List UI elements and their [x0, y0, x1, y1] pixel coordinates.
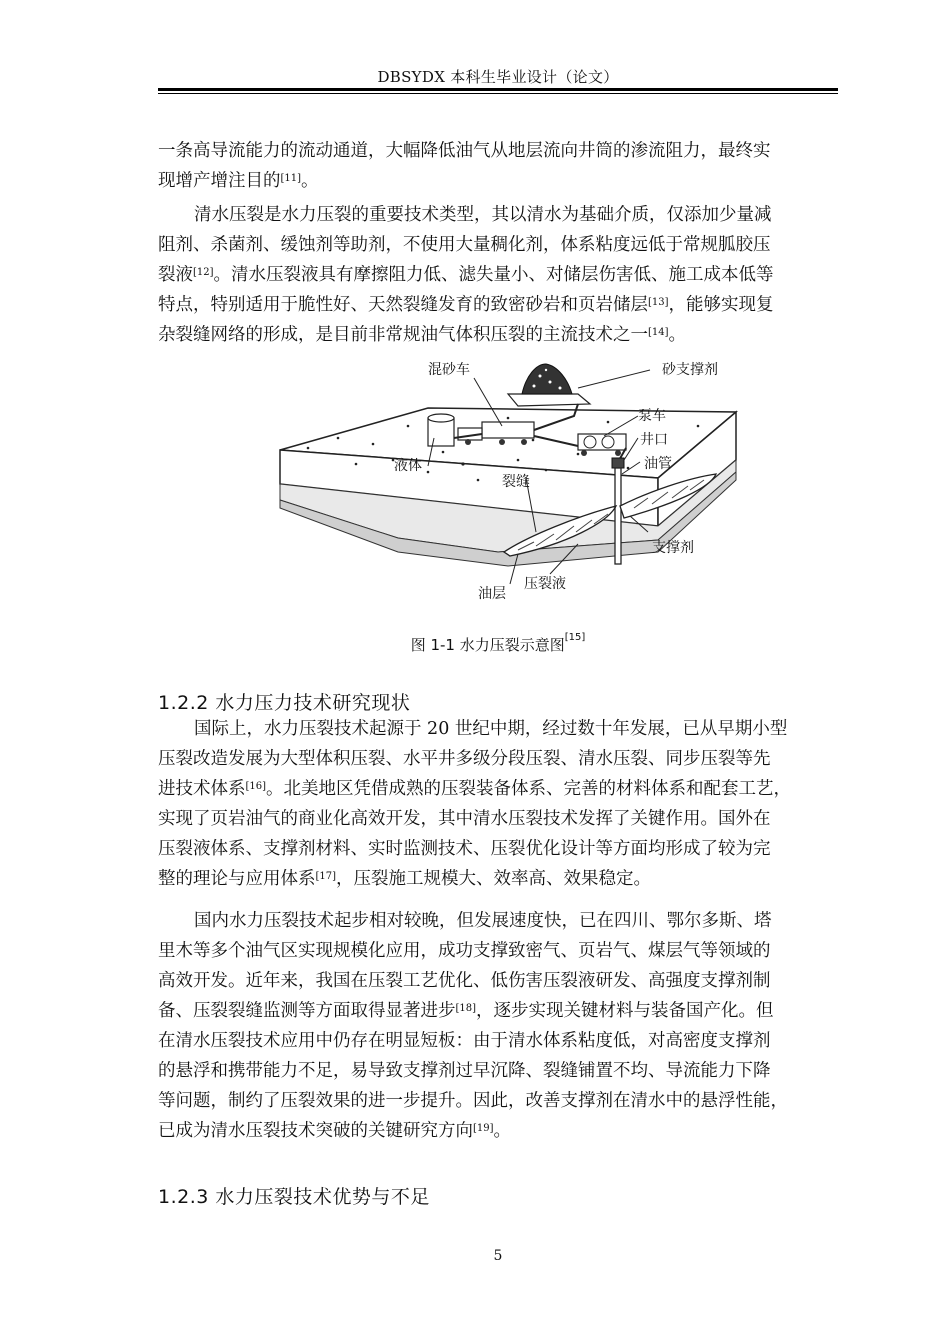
text-run: 。北美地区凭借成熟的压裂装备体系、完善的材料体系和配套工艺，	[266, 779, 792, 799]
text-run: 杂裂缝网络的形成，是目前非常规油气体积压裂的主流技术之一	[158, 325, 648, 345]
text-run: ，逐步实现关键材料与装备国产化。但	[476, 1001, 774, 1021]
text-line: 高效开发。近年来，我国在压裂工艺优化、低伤害压裂液研发、高强度支撑剂制	[158, 971, 771, 991]
text-run: 特点，特别适用于脆性好、天然裂缝发育的致密砂岩和页岩储层	[158, 295, 648, 315]
proppant-pile-icon	[522, 364, 572, 394]
paragraph-3	[158, 714, 838, 894]
hydraulic-fracturing-diagram	[278, 356, 738, 606]
citation: [17]	[315, 871, 337, 882]
text-run: 。清水压裂液具有摩擦阻力低、滤失量小、对储层伤害低、施工成本低等	[213, 265, 774, 285]
text-run: 。	[493, 1121, 512, 1141]
text-line: 清水压裂是水力压裂的重要技术类型，其以清水为基础介质，仅添加少量减	[194, 205, 772, 225]
label-fracture: 裂缝	[502, 474, 530, 490]
running-header: DBSYDX 本科生毕业设计（论文）	[377, 68, 619, 86]
text-line: 压裂液体系、支撑剂材料、实时监测技术、压裂优化设计等方面均形成了较为完	[158, 839, 771, 859]
citation: [18]	[455, 1003, 477, 1014]
paragraph-1	[158, 136, 838, 196]
text-line	[158, 290, 838, 320]
section-heading-1-2-3: 1.2.3 水力压裂技术优势与不足	[158, 1186, 430, 1208]
text-run: 整的理论与应用体系	[158, 869, 316, 889]
text-line: 实现了页岩油气的商业化高效开发，其中清水压裂技术发挥了关键作用。国外在	[158, 809, 771, 829]
text-line	[158, 864, 838, 894]
text-line: 压裂改造发展为大型体积压裂、水平井多级分段压裂、清水压裂、同步压裂等先	[158, 749, 771, 769]
figure-caption	[158, 634, 838, 655]
text-run: 。	[668, 325, 687, 345]
citation: [15]	[564, 632, 586, 643]
text-line	[158, 996, 838, 1026]
liquid-tank-top	[428, 414, 454, 422]
citation: [12]	[193, 267, 214, 278]
label-liquid: 液体	[394, 458, 422, 474]
label-pump-truck: 泵车	[638, 408, 666, 424]
text-line: 里木等多个油气区实现规模化应用，成功支撑致密气、页岩气、煤层气等领域的	[158, 941, 771, 961]
text-run: 。	[301, 171, 319, 191]
text-line: 一条高导流能力的流动通道，大幅降低油气从地层流向井筒的渗流阻力，最终实	[158, 141, 771, 161]
citation: [13]	[648, 297, 669, 308]
label-proppant-pile: 砂支撑剂	[662, 362, 718, 378]
text-line: 等问题，制约了压裂效果的进一步提升。因此，改善支撑剂在清水中的悬浮性能，	[158, 1091, 788, 1111]
text-line: 在清水压裂技术应用中仍存在明显短板：由于清水体系粘度低，对高密度支撑剂	[158, 1031, 771, 1051]
text-line: 的悬浮和携带能力不足，易导致支撑剂过早沉降、裂缝铺置不均、导流能力下降	[158, 1061, 771, 1081]
citation: [19]	[473, 1123, 494, 1134]
text-run: 进技术体系	[158, 779, 246, 799]
text-line	[158, 774, 838, 804]
section-heading-1-2-2: 1.2.2 水力压力技术研究现状	[158, 692, 411, 714]
text-line	[158, 320, 838, 350]
citation: [16]	[245, 781, 267, 792]
paragraph-2	[158, 200, 838, 350]
citation: [14]	[648, 327, 669, 338]
text-line	[158, 260, 838, 290]
paragraph-4	[158, 906, 838, 1146]
text-line: 国内水力压裂技术起步相对较晚，但发展速度快，已在四川、鄂尔多斯、塔	[194, 911, 772, 931]
header-rule-thin	[158, 93, 838, 94]
text-run: 备、压裂裂缝监测等方面取得显著进步	[158, 1001, 456, 1021]
citation: [11]	[280, 173, 302, 184]
tubing	[615, 468, 621, 564]
label-frac-fluid: 压裂液	[524, 576, 566, 592]
text-run: 现增产增注目的	[158, 171, 281, 191]
text-run: ，压裂施工规模大、效率高、效果稳定。	[336, 869, 652, 889]
label-reservoir: 油层	[478, 586, 506, 602]
label-tubing: 油管	[644, 456, 672, 472]
caption-text: 图 1-1 水力压裂示意图	[410, 636, 565, 654]
text-line: 阻剂、杀菌剂、缓蚀剂等助剂，不使用大量稠化剂，体系粘度远低于常规胍胶压	[158, 235, 771, 255]
text-line	[158, 1116, 838, 1146]
page-number: 5	[493, 1248, 503, 1264]
label-wellhead: 井口	[640, 432, 668, 448]
text-run: 裂液	[158, 265, 193, 285]
header-rule-thick	[158, 88, 838, 91]
text-line	[158, 166, 838, 196]
text-run: 已成为清水压裂技术突破的关键研究方向	[158, 1121, 473, 1141]
text-line: 国际上，水力压裂技术起源于 20 世纪中期，经过数十年发展，已从早期小型	[194, 719, 788, 739]
label-proppant: 支撑剂	[652, 540, 694, 556]
wellhead-icon	[612, 458, 624, 468]
label-blender-truck: 混砂车	[428, 362, 470, 378]
text-run: ，能够实现复	[668, 295, 774, 315]
